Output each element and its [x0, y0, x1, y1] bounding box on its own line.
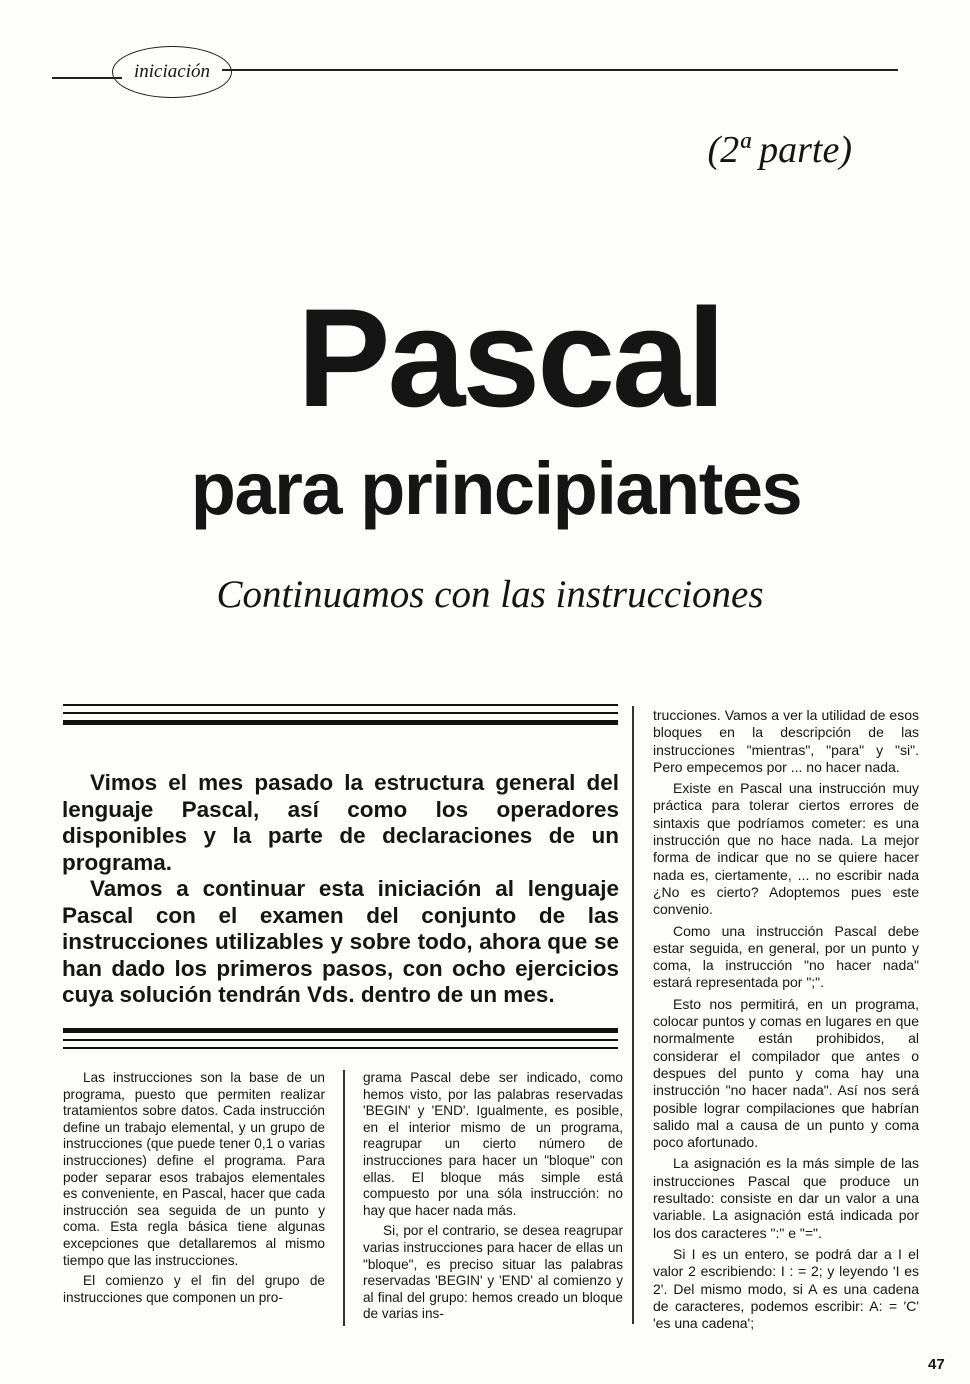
article-subtitle: Continuamos con las instrucciones — [216, 573, 764, 616]
column-divider — [632, 706, 634, 1324]
intro-text — [62, 770, 619, 1009]
header-rule-right — [222, 69, 898, 71]
body-column-3 — [653, 707, 919, 1336]
header-rule-left — [52, 77, 122, 79]
body-paragraph: grama Pascal debe ser indicado, como hemos visto, por las palabras reservadas 'BEGIN' y 'END'. Igualmente, es posible, en el interior mismo de un programa, reagrupar un cierto número de instrucciones para hacer un "bloque" con ellas. El bloque más simple está compuesto por una sóla instrucción: no hay que hacer nada más. — [363, 1070, 623, 1218]
intro-paragraph: Vimos el mes pasado la estructura general del lenguaje Pascal, así como los operadores disponibles y la parte de declaraciones de un programa. — [62, 770, 619, 875]
body-paragraph: Como una instrucción Pascal debe estar seguida, en general, por un punto y coma, la instrucción "no hacer nada" estará representada por ";". — [653, 922, 919, 991]
body-paragraph: Las instrucciones son la base de un programa, puesto que permiten realizar tratamientos sobre datos. Cada instrucción define un trabajo elemental, y un grupo de instrucciones (que puede tener 0,1 o varias instrucciones) define el programa. Para poder separar esos trabajos elementales es conveniente, en Pascal, hacer que cada instrucción sea seguida de un punto y coma. Esta regla básica tiene algunas excepciones que detallaremos al mismo tiempo que las instrucciones. — [63, 1070, 325, 1268]
column-divider — [343, 1070, 345, 1326]
body-paragraph: La asignación es la más simple de las instrucciones Pascal que produce un resultado: consiste en dar un valor a una variable. La asignación está indicada por los dos caracteres ":" e "=". — [653, 1155, 919, 1241]
page-number: 47 — [928, 1356, 945, 1373]
body-paragraph: Existe en Pascal una instrucción muy práctica para tolerar ciertos errores de sintaxis que podríamos cometer: es una instrucción que no hace nada. La mejor forma de indicar que no se quiere hacer nada es, ciertamente, ... no escribir nada ¿No es cierto? Adoptemos pues este convenio. — [653, 780, 919, 918]
body-column-2 — [363, 1070, 623, 1327]
intro-paragraph: Vamos a continuar esta iniciación al lenguaje Pascal con el examen del conjunto de las instrucciones utilizables y sobre todo, ahora que se han dado los primeros pasos, con ocho ejercicios cuya solución tendrán Vds. dentro de un mes. — [62, 876, 619, 1007]
body-paragraph: Si I es un entero, se podrá dar a I el valor 2 escribiendo: I : = 2; y leyendo 'I es 2'. Del mismo modo, si A es una cadena de caracteres, podemos escribir: A: = 'C' 'es una cadena'; — [653, 1245, 919, 1332]
article-title: Pascal — [297, 279, 723, 436]
article-title-sub: para principiantes — [190, 447, 802, 530]
part-label: (2ª parte) — [707, 129, 852, 171]
body-paragraph: trucciones. Vamos a ver la utilidad de esos bloques en la descripción de las instrucciones "mientras", "para" y "si". Pero empecemos por ... no hacer nada. — [653, 707, 919, 775]
intro-rule-top — [63, 704, 618, 730]
body-paragraph: Si, por el contrario, se desea reagrupar varias instrucciones para hacer de ellas un "bloque", es preciso situar las palabras reservadas 'BEGIN' y 'END' al comienzo y al final del grupo: hemos creado un bloque de varias ins- — [363, 1223, 623, 1322]
body-paragraph: Esto nos permitirá, en un programa, colocar puntos y comas en lugares en que normalmente están prohibidos, al considerar el compilador que antes o despues del punto y coma hay una instrucción "no hacer nada". Así nos será posible lograr compilaciones que habrían salido mal a causa de un punto y coma poco afortunado. — [653, 995, 919, 1151]
body-paragraph: El comienzo y el fin del grupo de instrucciones que componen un pro- — [63, 1273, 325, 1305]
body-column-1 — [63, 1070, 325, 1310]
intro-rule-bottom — [63, 1028, 618, 1054]
section-label: iniciación — [112, 46, 232, 98]
